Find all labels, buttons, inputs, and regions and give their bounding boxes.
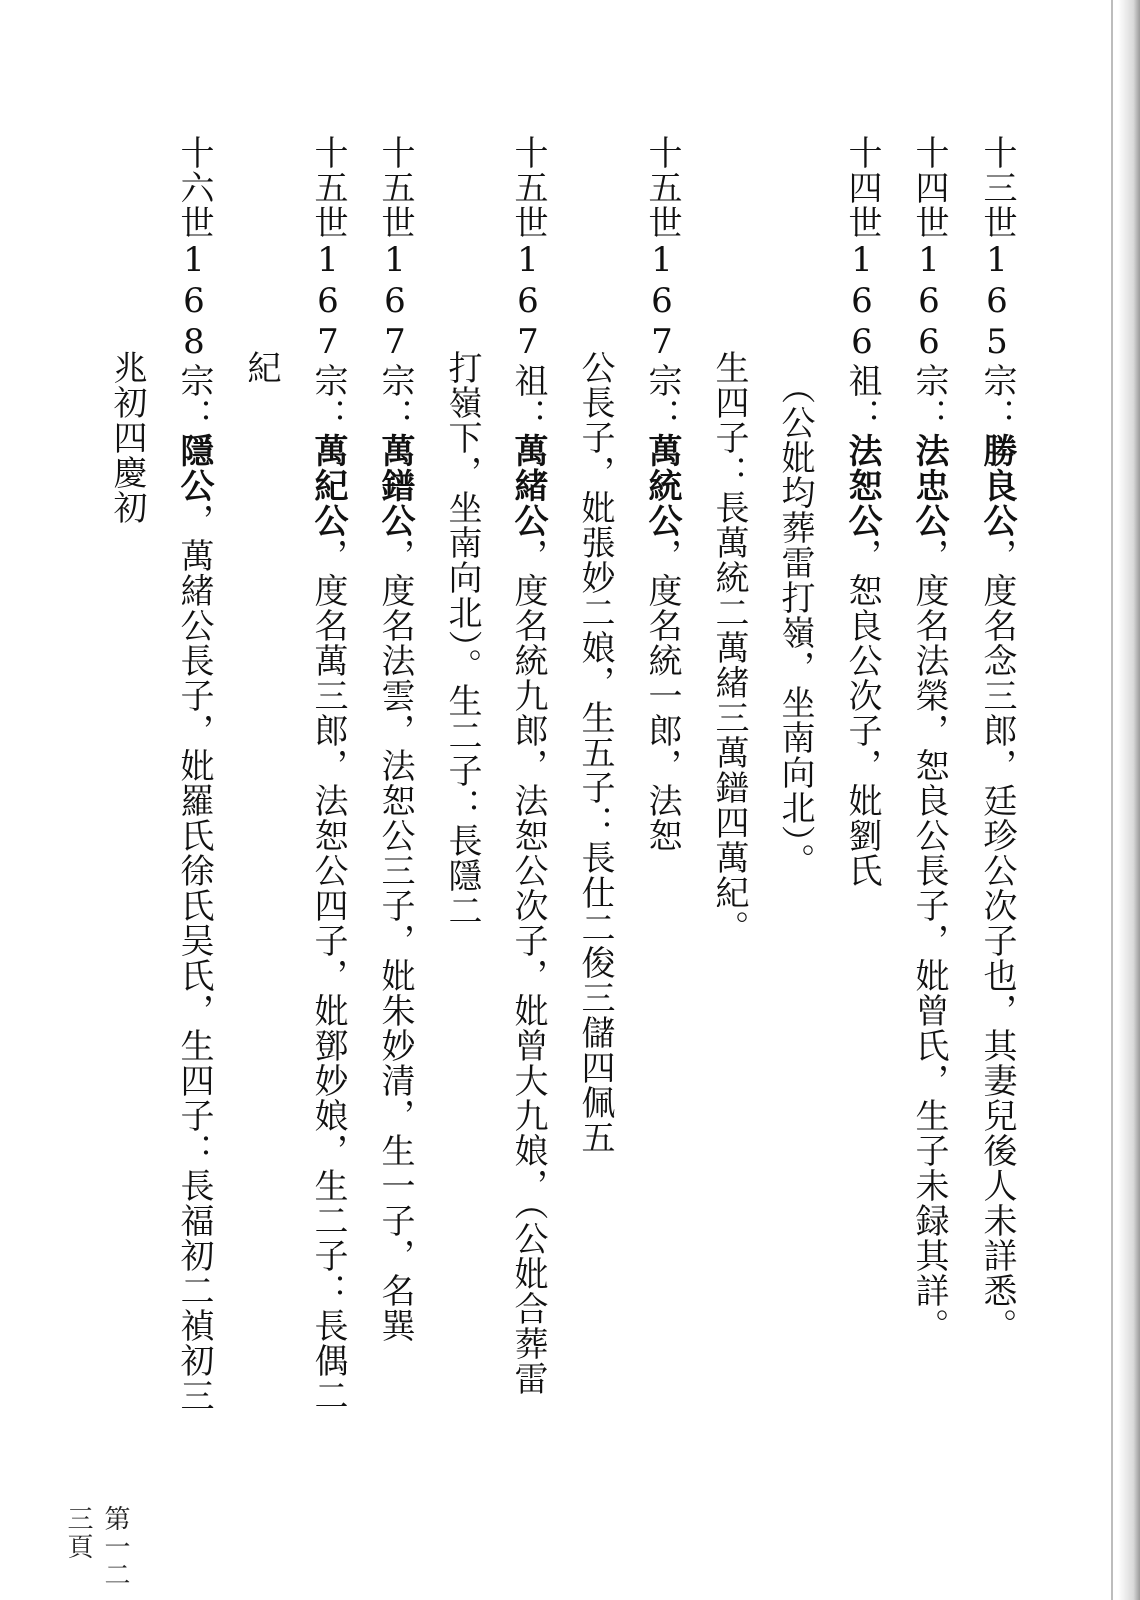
ancestor-name: 萬統公 <box>642 433 682 538</box>
text-column-2 <box>909 135 949 1343</box>
column-text: ，度名念三郎，廷珍公次子也，其妻兒後人未詳悉。 <box>977 538 1017 1343</box>
generation-label: 十六世168宗： <box>174 135 214 433</box>
text-column-9 <box>442 350 482 928</box>
column-text: ，度名法榮，恕良公長子，妣曾氏，生子未録其詳。 <box>909 538 949 1343</box>
column-text: ，度名統一郎，法恕 <box>642 538 682 853</box>
text-column-1 <box>977 135 1017 1343</box>
text-column-4 <box>775 370 815 878</box>
text-column-7 <box>575 350 615 1155</box>
ancestor-name: 萬緒公 <box>508 433 548 538</box>
ancestor-name: 萬紀公 <box>308 433 348 538</box>
generation-label: 十五世167宗： <box>375 135 415 433</box>
text-column-11 <box>308 135 348 1413</box>
ancestor-name: 隱公 <box>174 433 214 503</box>
column-text: ，度名統九郎，法恕公次子，妣曾大九娘，（公妣合葬雷 <box>508 538 548 1396</box>
column-text: ，度名法雲，法恕公三子，妣朱妙清，生一子，名巽 <box>375 538 415 1343</box>
generation-label: 十三世165宗： <box>977 135 1017 433</box>
column-text: 生四子：長萬統二萬緒三萬鐠四萬紀。 <box>709 350 749 945</box>
ancestor-name: 萬鐠公 <box>375 433 415 538</box>
text-column-6 <box>642 135 682 853</box>
page-number: 第一二三頁 <box>63 1505 130 1589</box>
column-text: ，度名萬三郎，法恕公四子，妣鄧妙娘，生二子：長偶二 <box>308 538 348 1413</box>
generation-label: 十五世167宗： <box>308 135 348 433</box>
column-text: 公長子，妣張妙二娘，生五子：長仕二俊三儲四佩五 <box>575 350 615 1155</box>
column-text: ，萬緒公長子，妣羅氏徐氏吴氏，生四子：長福初二禎初三 <box>174 503 214 1413</box>
ancestor-name: 勝良公 <box>977 433 1017 538</box>
text-column-12 <box>241 350 281 385</box>
column-text: （公妣均葬雷打嶺，坐南向北）。 <box>775 370 815 878</box>
text-column-3 <box>842 135 882 888</box>
column-text: 兆初四慶初 <box>107 350 147 525</box>
generation-label: 十五世167宗： <box>642 135 682 433</box>
text-column-14 <box>107 350 147 525</box>
text-column-10 <box>375 135 415 1343</box>
text-column-5 <box>709 350 749 945</box>
text-column-8 <box>508 135 548 1396</box>
column-text: 打嶺下，坐南向北）。生二子：長隱二 <box>442 350 482 928</box>
text-column-13 <box>174 135 214 1413</box>
ancestor-name: 法恕公 <box>842 433 882 538</box>
binding-edge-line <box>1111 0 1113 1600</box>
generation-label: 十五世167祖： <box>508 135 548 433</box>
generation-label: 十四世166宗： <box>909 135 949 433</box>
binding-edge-shadow <box>1118 0 1140 1600</box>
generation-label: 十四世166祖： <box>842 135 882 433</box>
column-text: 紀 <box>241 350 281 385</box>
column-text: ，恕良公次子，妣劉氏 <box>842 538 882 888</box>
ancestor-name: 法忠公 <box>909 433 949 538</box>
